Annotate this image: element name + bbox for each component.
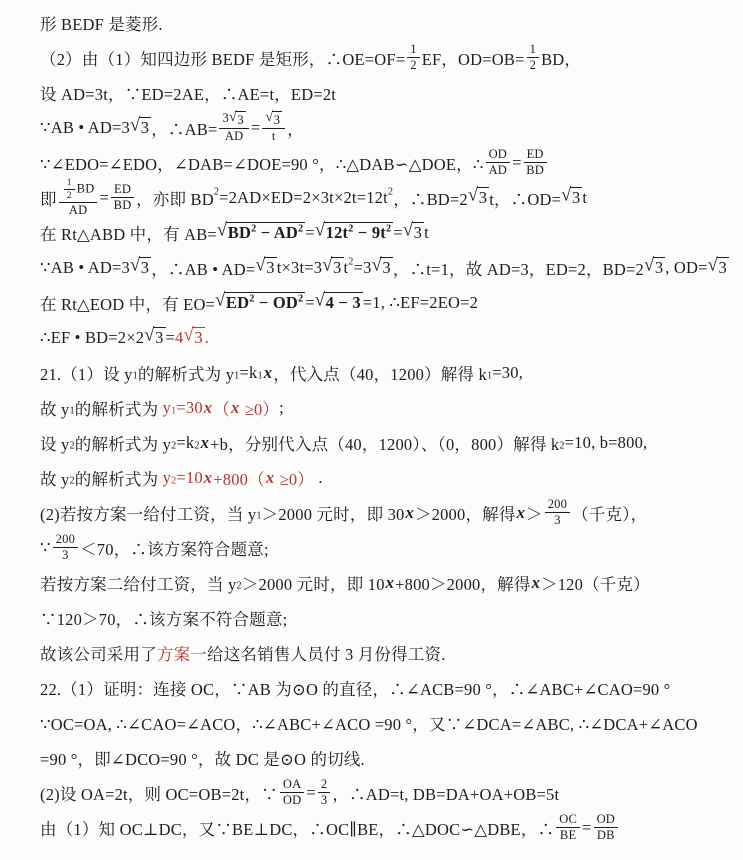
- text-run: =: [305, 292, 315, 312]
- math-variable: x: [531, 572, 541, 592]
- fraction-denominator: [410, 58, 416, 72]
- text-run: ，∴t=1，故 AD=3，ED=2，BD=2: [392, 259, 644, 279]
- text-run: ∵∠EDO=∠EDO，∠DAB=∠DOE=90 °，∴△DAB∽△DOE，∴: [40, 154, 484, 174]
- square-root: [129, 254, 151, 277]
- square-root: [229, 111, 246, 127]
- radical-icon: √: [129, 114, 141, 135]
- text-run: ∵120＞70，∴该方案不符合题意;: [40, 609, 288, 629]
- superscript: 2: [251, 223, 257, 235]
- text-run: =k: [176, 432, 195, 452]
- subscript: 2: [171, 475, 177, 487]
- text-run: EF，OD=OB=: [421, 49, 525, 69]
- text-run: OA: [282, 776, 302, 791]
- text-run: ＞: [526, 504, 543, 524]
- text-run: 1: [410, 41, 417, 56]
- text-run: 21.（1）设 y: [40, 364, 133, 384]
- square-root: [314, 219, 393, 242]
- text-run: 3: [237, 112, 244, 127]
- radical-icon: √: [129, 254, 141, 275]
- text-run: 3: [273, 112, 281, 127]
- subscript: 2: [69, 440, 75, 452]
- radicand: [324, 222, 394, 242]
- text-run: ;: [279, 397, 284, 417]
- text-run: 的解析式为 y: [74, 434, 172, 454]
- text-line: [40, 530, 725, 565]
- text-run: y: [162, 397, 172, 417]
- text-run: 3: [62, 548, 69, 562]
- text-run: ∵OC=OA, ∴∠CAO=∠ACO，∴∠ABC+∠ACO =90 °，又∵∠DCA=∠ABC, ∴∠DCA+∠ACO: [40, 714, 698, 734]
- text-run: 故该公司采用了: [40, 644, 157, 664]
- fraction-denominator: [489, 163, 508, 177]
- text-run: =: [165, 327, 176, 347]
- fraction-numerator: [53, 533, 78, 548]
- fraction-denominator: [526, 163, 544, 177]
- text-line: [40, 110, 725, 145]
- text-run: ，∴AD=t, DB=DA+OA+OB=5t: [332, 784, 560, 804]
- fraction-numerator: [545, 498, 570, 513]
- text-run: ∵AB • AD=3: [40, 117, 130, 137]
- text-run: =1, ∴EF=2EO=2: [362, 292, 479, 312]
- fraction-numerator: [111, 183, 134, 198]
- radical-icon: √: [183, 324, 194, 345]
- fraction: [527, 43, 539, 72]
- subscript: 1: [69, 405, 75, 417]
- text-run: 3: [718, 257, 727, 277]
- text-run: =: [305, 222, 315, 242]
- text-run: 200: [547, 496, 568, 511]
- fraction-denominator: [67, 190, 72, 201]
- text-run: 200: [55, 531, 76, 546]
- text-run: （: [213, 399, 230, 419]
- fraction: [407, 43, 419, 72]
- subscript: 1: [486, 370, 493, 382]
- text-run: =30: [176, 397, 203, 417]
- superscript: 2: [297, 223, 304, 235]
- text-run: 在 Rt△ABD 中，有 AB=: [40, 224, 217, 244]
- radicand: [139, 117, 151, 137]
- fraction-numerator: [524, 148, 547, 163]
- text-run: AD: [224, 129, 244, 144]
- text-run: ED: [526, 146, 544, 161]
- text-run: OC: [559, 811, 578, 826]
- fraction: [556, 813, 580, 842]
- text-run: 由（1）知 OC⊥DC，又∵BE⊥DC，∴OC∥BE，∴△DOC∽△DBE，∴: [40, 819, 555, 839]
- text-run: ，亦即 BD: [136, 189, 214, 209]
- radical-icon: √: [265, 109, 274, 126]
- text-run: ＞2000 元时，即 30: [261, 504, 405, 524]
- text-run: 方案一: [156, 644, 208, 664]
- fraction: [524, 148, 547, 177]
- fraction: [280, 778, 305, 807]
- text-run: 2: [410, 58, 417, 72]
- fraction-numerator: [262, 111, 285, 129]
- math-variable: x: [405, 502, 414, 522]
- text-run: 3: [333, 257, 342, 277]
- text-run: y: [162, 467, 172, 487]
- radical-icon: √: [216, 219, 228, 240]
- text-run: ≥0）: [275, 469, 314, 489]
- fraction: [59, 178, 98, 217]
- text-run: ＞2000，解得: [414, 504, 516, 524]
- text-run: t，∴OD=: [489, 189, 562, 209]
- square-root: [643, 254, 665, 277]
- fraction-denominator: [597, 828, 615, 842]
- text-run: OD: [596, 811, 616, 826]
- square-root: [216, 219, 305, 242]
- text-run: 4 − 3: [325, 292, 361, 312]
- subscript: 1: [171, 405, 177, 417]
- text-run: （千克），: [572, 504, 648, 524]
- text-run: 1: [529, 41, 537, 56]
- fraction-denominator: [225, 129, 244, 143]
- fraction: [64, 178, 75, 201]
- text-line: [40, 600, 725, 635]
- math-variable: x: [385, 572, 395, 592]
- fraction-numerator: [407, 43, 419, 58]
- text-run: AD: [488, 163, 508, 177]
- text-run: 3: [478, 187, 488, 207]
- text-run: =10: [176, 467, 203, 487]
- math-variable: x: [200, 432, 210, 452]
- text-run: − 9t: [353, 222, 386, 242]
- radical-icon: √: [314, 219, 326, 240]
- text-run: − AD: [256, 222, 298, 242]
- text-run: ED: [114, 181, 132, 196]
- text-run: ，代入点（40，1200）解得 k: [273, 364, 487, 384]
- radical-icon: √: [228, 109, 237, 126]
- text-run: =: [393, 222, 403, 242]
- radicand: [226, 222, 306, 242]
- radicand: [153, 327, 165, 347]
- fraction-numerator: [318, 778, 330, 793]
- text-run: ，∴AB=: [151, 119, 218, 139]
- fraction-denominator: [554, 513, 560, 527]
- text-line: [40, 5, 725, 40]
- text-run: BE: [559, 828, 577, 842]
- text-run: 的解析式为: [74, 399, 163, 419]
- subscript: 2: [171, 440, 177, 452]
- text-run: 2: [529, 58, 537, 72]
- text-line: [40, 285, 725, 320]
- fraction-denominator: [114, 198, 132, 212]
- text-run: =10, b=800,: [564, 432, 648, 452]
- text-line: [40, 635, 725, 670]
- math-variable: x: [203, 397, 213, 417]
- text-run: 3: [413, 222, 423, 242]
- text-run: OD: [282, 793, 302, 807]
- radical-icon: √: [322, 254, 333, 275]
- radical-icon: √: [643, 254, 655, 275]
- text-run: 4: [175, 327, 184, 347]
- text-run: OD: [488, 146, 508, 161]
- subscript: 1: [132, 370, 138, 382]
- text-run: 22.（1）证明：连接 OC，∵AB 为⊙O 的直径，∴∠ACB=90 °，∴∠ABC+∠CAO=90 °: [40, 679, 671, 699]
- document-body: [40, 5, 725, 845]
- text-line: [40, 390, 725, 425]
- text-run: BD: [76, 181, 95, 196]
- fraction: [318, 778, 330, 807]
- math-variable: x: [203, 467, 213, 487]
- text-run: =: [582, 817, 592, 837]
- text-run: 设 y: [40, 434, 70, 454]
- text-run: 3: [222, 111, 229, 126]
- text-run: (2)设 OA=2t，则 OC=OB=2t，∵: [40, 784, 278, 804]
- text-run: ＜70，∴该方案符合题意;: [80, 539, 269, 559]
- superscript: 2: [297, 293, 304, 305]
- radicand: [717, 257, 729, 277]
- fraction-denominator: [283, 793, 302, 807]
- fraction-denominator: [272, 129, 276, 143]
- radicand: [264, 257, 276, 277]
- square-root: [255, 254, 276, 277]
- text-run: ＞2000 元时，即 10: [241, 574, 385, 594]
- text-run: 3: [155, 327, 164, 347]
- text-run: 3: [554, 513, 561, 527]
- text-line: [40, 775, 725, 810]
- text-line: [40, 250, 725, 285]
- text-run: =: [306, 782, 316, 802]
- text-line: [40, 75, 725, 110]
- text-run: BD: [113, 198, 132, 212]
- text-run: BD，: [541, 49, 582, 69]
- radical-icon: √: [255, 254, 266, 275]
- text-run: 给这名销售人员付 3 月份得工资.: [207, 644, 446, 664]
- text-line: [40, 215, 725, 250]
- text-run: 设 AD=3t，∵ED=2AE，∴AE=t，ED=2t: [40, 84, 337, 104]
- text-run: .: [314, 467, 323, 487]
- text-run: 故 y: [40, 399, 70, 419]
- fraction-numerator: [594, 813, 619, 828]
- text-run: DB: [596, 828, 615, 842]
- text-run: ∴EF • BD=2×2: [40, 327, 145, 347]
- square-root: [467, 184, 489, 207]
- square-root: [129, 114, 151, 137]
- fraction-denominator: [530, 58, 536, 72]
- text-run: t: [343, 257, 349, 277]
- math-variable: x: [516, 502, 526, 522]
- text-run: +b，分别代入点（40，1200）、（0，800）解得 k: [210, 434, 560, 454]
- square-root: [144, 324, 165, 347]
- superscript: 2: [385, 223, 392, 235]
- text-run: =: [512, 152, 522, 172]
- text-run: t×3t=3: [276, 257, 323, 277]
- text-run: 3: [571, 187, 581, 207]
- text-run: 2: [66, 190, 72, 201]
- text-line: [40, 145, 725, 180]
- square-root: [265, 111, 282, 127]
- text-line: [40, 495, 725, 530]
- radical-icon: √: [314, 289, 326, 310]
- fraction-numerator: [556, 813, 580, 828]
- text-run: （2）由（1）知四边形 BEDF 是矩形，∴OE=OF=: [40, 49, 406, 69]
- text-run: 12t: [325, 222, 349, 242]
- text-line: [40, 460, 725, 495]
- text-line: [40, 670, 725, 705]
- radicand: [570, 187, 582, 207]
- radicand: [380, 257, 392, 277]
- text-run: =3: [353, 257, 372, 277]
- text-run: 3: [266, 257, 275, 277]
- superscript: 2: [387, 187, 394, 199]
- fraction: [545, 498, 570, 527]
- text-run: 3: [140, 257, 150, 277]
- square-root: [402, 219, 424, 242]
- text-run: 3: [654, 257, 664, 277]
- square-root: [371, 254, 393, 277]
- radicand: [477, 187, 489, 207]
- fraction: [53, 533, 78, 562]
- radicand: [331, 257, 343, 277]
- fraction-numerator: [486, 148, 511, 163]
- text-run: =k: [239, 362, 258, 382]
- text-run: 1: [66, 177, 72, 188]
- radical-icon: √: [215, 289, 226, 310]
- text-run: ≥0）: [240, 399, 280, 419]
- fraction: [111, 183, 134, 212]
- radicand: [653, 257, 665, 277]
- text-run: ，∴AB • AD=: [151, 259, 256, 279]
- radical-icon: √: [467, 184, 479, 205]
- superscript: 2: [249, 293, 255, 305]
- text-run: t: [271, 129, 276, 144]
- text-run: 即: [40, 189, 57, 209]
- text-run: t: [582, 187, 588, 207]
- text-run: ∵AB • AD=3: [40, 257, 130, 277]
- text-run: BD: [526, 163, 545, 177]
- radicand: [412, 222, 424, 242]
- math-variable: x: [263, 362, 273, 382]
- text-run: 3: [194, 327, 203, 347]
- text-run: 故 y: [40, 469, 70, 489]
- text-line: [40, 177, 725, 217]
- text-run: +800＞2000，解得: [395, 574, 531, 594]
- fraction-numerator: [219, 111, 248, 129]
- radical-icon: √: [707, 254, 718, 275]
- text-line: [40, 565, 725, 600]
- superscript: 2: [213, 187, 220, 199]
- superscript: 2: [348, 257, 354, 269]
- subscript: 1: [234, 370, 240, 382]
- text-run: AD: [68, 202, 88, 217]
- square-root: [183, 324, 204, 347]
- radical-icon: √: [371, 254, 382, 275]
- fraction: [594, 813, 619, 842]
- superscript: 2: [348, 223, 354, 235]
- radicand: [139, 257, 151, 277]
- math-variable: x: [230, 397, 240, 417]
- fraction-denominator: [560, 828, 576, 842]
- text-run: ∵: [40, 537, 51, 557]
- text-run: +800（: [213, 469, 265, 489]
- text-run: 在 Rt△EOD 中，有 EO=: [40, 294, 216, 314]
- fraction: [486, 148, 511, 177]
- text-run: 的解析式为 y: [137, 364, 235, 384]
- text-run: 若按方案二给付工资，当 y: [40, 574, 237, 594]
- subscript: 2: [236, 580, 242, 592]
- text-run: =: [250, 117, 261, 137]
- text-line: [40, 40, 725, 75]
- text-run: , OD=: [665, 257, 708, 277]
- square-root: [561, 184, 582, 207]
- text-run: =90 °，即∠DCO=90 °，故 DC 是⊙O 的切线.: [40, 749, 365, 769]
- subscript: 1: [256, 510, 262, 522]
- subscript: 1: [257, 370, 263, 382]
- text-run: 2: [320, 776, 328, 791]
- text-run: =: [99, 187, 109, 207]
- fraction: [219, 111, 248, 143]
- text-line: [40, 355, 725, 390]
- text-run: t: [424, 222, 429, 242]
- text-line: [40, 320, 725, 355]
- text-run: 3: [140, 117, 150, 137]
- text-run: =2AD×ED=2×3t×2t=12t: [219, 187, 388, 207]
- fraction-denominator: [69, 203, 88, 217]
- subscript: 2: [559, 440, 565, 452]
- square-root: [707, 254, 729, 277]
- square-root: [215, 289, 305, 312]
- fraction-denominator: [321, 793, 327, 807]
- text-run: 的解析式为: [74, 469, 163, 489]
- text-run: =30,: [492, 362, 524, 382]
- fraction-numerator: [280, 778, 305, 793]
- text-run: − OD: [254, 292, 298, 312]
- text-run: ，: [287, 119, 304, 139]
- math-variable: x: [265, 467, 275, 487]
- text-run: .: [204, 327, 210, 347]
- text-run: 3: [382, 257, 391, 277]
- square-root: [322, 254, 343, 277]
- fraction: [262, 111, 285, 143]
- square-root: [314, 289, 363, 312]
- text-line: [40, 740, 725, 775]
- fraction-numerator: [527, 43, 539, 58]
- radicand: [224, 292, 305, 312]
- text-line: [40, 425, 725, 460]
- text-run: ＞120（千克）: [541, 574, 650, 594]
- text-run: ED: [225, 292, 250, 312]
- text-line: [40, 705, 725, 740]
- radical-icon: √: [402, 219, 414, 240]
- subscript: 2: [194, 440, 200, 452]
- radical-icon: √: [144, 324, 155, 345]
- radical-icon: √: [561, 184, 572, 205]
- radicand: [192, 327, 204, 347]
- text-run: (2)若按方案一给付工资，当 y: [40, 504, 257, 524]
- text-line: [40, 810, 725, 845]
- fraction-numerator: [64, 178, 75, 190]
- fraction-denominator: [62, 548, 68, 562]
- text-run: ，∴BD=2: [393, 189, 468, 209]
- subscript: 2: [69, 475, 75, 487]
- radicand: [324, 292, 363, 312]
- text-run: 3: [320, 793, 328, 807]
- fraction-numerator: [59, 178, 98, 203]
- text-run: 形 BEDF 是菱形.: [40, 14, 163, 34]
- text-run: BD: [227, 222, 252, 242]
